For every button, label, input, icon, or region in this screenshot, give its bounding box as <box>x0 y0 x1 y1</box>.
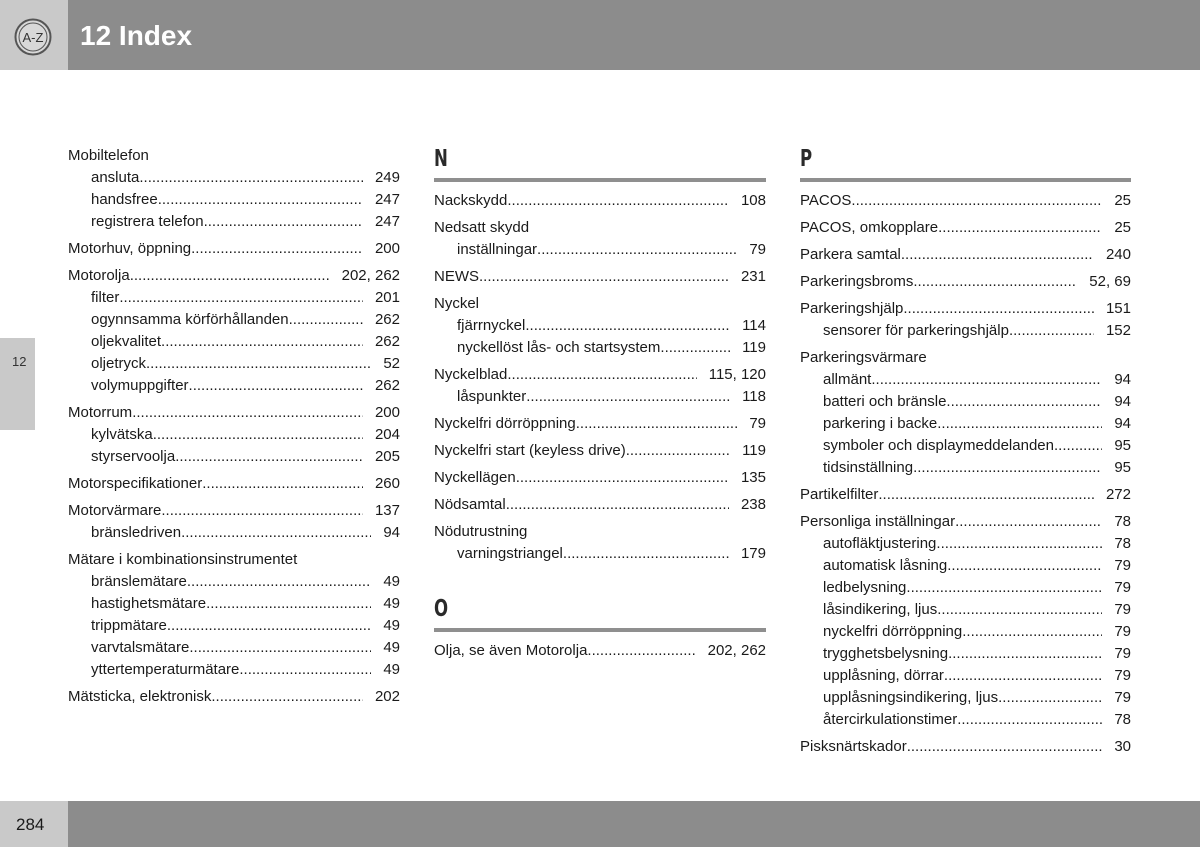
dot-leader <box>289 309 363 331</box>
index-subentry <box>800 457 1131 479</box>
index-subentry <box>800 665 1131 687</box>
page-reference: 260 <box>374 475 400 492</box>
page-reference: 94 <box>383 524 400 541</box>
section-letter: N <box>434 146 448 172</box>
page-title: 12 Index <box>80 20 193 51</box>
page-reference: 52, 69 <box>1089 273 1131 290</box>
dot-leader <box>139 167 363 189</box>
page-reference: 49 <box>383 617 400 634</box>
dot-leader <box>947 555 1102 577</box>
index-term: symboler och displaymeddelanden <box>823 437 1054 454</box>
index-subentry <box>68 615 400 637</box>
index-term: Parkeringshjälp <box>800 300 904 317</box>
page-reference: 231 <box>740 268 766 285</box>
dot-leader <box>130 265 330 287</box>
index-subentry <box>68 287 400 309</box>
dot-leader <box>946 391 1102 413</box>
dot-leader <box>202 473 363 495</box>
index-entry <box>800 217 1131 239</box>
dot-leader <box>1009 320 1094 342</box>
index-column-1 <box>68 145 400 713</box>
index-column-2 <box>434 145 766 667</box>
index-term: Nyckelfri start (keyless drive) <box>434 442 626 459</box>
dot-leader <box>479 266 729 288</box>
dot-leader <box>962 621 1102 643</box>
index-term: Personliga inställningar <box>800 513 956 530</box>
index-term: Nyckellägen <box>434 469 516 486</box>
dot-leader <box>587 640 695 662</box>
page-reference: 49 <box>383 573 400 590</box>
page-reference: 52 <box>383 355 400 372</box>
dot-leader <box>161 500 363 522</box>
dot-leader <box>167 615 371 637</box>
page-reference: 49 <box>383 639 400 656</box>
index-term: Parkera samtal <box>800 246 901 263</box>
page-reference: 151 <box>1105 300 1131 317</box>
index-entry <box>434 190 766 212</box>
dot-leader <box>239 659 371 681</box>
section-letter: O <box>434 596 449 622</box>
index-term-row <box>68 145 400 167</box>
index-term: sensorer för parkeringshjälp <box>823 322 1009 339</box>
index-term: Mätsticka, elektronisk <box>68 688 212 705</box>
page-reference: 79 <box>749 241 766 258</box>
index-section <box>434 145 766 565</box>
page-reference: 25 <box>1114 219 1131 236</box>
index-term: Nödutrustning <box>434 523 528 540</box>
index-term-row <box>68 549 400 571</box>
index-subentry <box>68 211 400 233</box>
page-reference: 262 <box>374 333 400 350</box>
index-term: fjärrnyckel <box>457 317 526 334</box>
page-reference: 205 <box>374 448 400 465</box>
index-term: handsfree <box>91 191 158 208</box>
page-reference: 78 <box>1114 535 1131 552</box>
index-entry <box>434 494 766 516</box>
page-reference: 262 <box>374 377 400 394</box>
page-reference: 152 <box>1105 322 1131 339</box>
index-term: Olja, se även Motorolja <box>434 642 588 659</box>
index-term-row <box>800 298 1131 320</box>
dot-leader <box>537 239 737 261</box>
dot-leader <box>146 353 371 375</box>
page-reference: 114 <box>742 317 766 334</box>
page-reference: 240 <box>1105 246 1131 263</box>
index-entry <box>800 190 1131 212</box>
index-term: bränsledriven <box>91 524 182 541</box>
index-term: Partikelfilter <box>800 486 879 503</box>
dot-leader <box>660 337 730 359</box>
index-entry <box>68 473 400 495</box>
index-term: låspunkter <box>457 388 527 405</box>
page-reference: 201 <box>374 289 400 306</box>
index-subentry <box>800 413 1131 435</box>
index-term-row <box>434 293 766 315</box>
page-reference: 119 <box>742 339 766 356</box>
index-term: Parkeringsbroms <box>800 273 914 290</box>
dot-leader <box>938 217 1102 239</box>
index-term-row <box>434 494 766 516</box>
dot-leader <box>181 522 371 544</box>
index-entry <box>800 271 1131 293</box>
index-term: autofläktjustering <box>823 535 937 552</box>
dot-leader <box>153 424 363 446</box>
index-subentry <box>434 239 766 261</box>
index-subentry <box>68 522 400 544</box>
index-term: Nödsamtal <box>434 496 506 513</box>
page-reference: 200 <box>374 404 400 421</box>
index-term: Nyckel <box>434 295 480 312</box>
page-reference: 49 <box>383 595 400 612</box>
index-term: filter <box>91 289 120 306</box>
page-reference: 49 <box>383 661 400 678</box>
dot-leader <box>206 593 371 615</box>
index-term: varvtalsmätare <box>91 639 190 656</box>
index-entry <box>800 244 1131 266</box>
dot-leader <box>1054 435 1102 457</box>
page-reference: 115, 120 <box>708 366 766 383</box>
index-subentry <box>800 555 1131 577</box>
chapter-tab <box>0 338 35 430</box>
index-term: Motorrum <box>68 404 133 421</box>
index-entry <box>434 364 766 408</box>
dot-leader <box>506 494 729 516</box>
index-entry <box>434 440 766 462</box>
index-term: återcirkulationstimer <box>823 711 958 728</box>
page-reference: 202, 262 <box>341 267 400 284</box>
dot-leader <box>563 543 729 565</box>
index-term: trippmätare <box>91 617 167 634</box>
page-reference: 78 <box>1114 513 1131 530</box>
section-divider <box>434 628 766 632</box>
index-term: Mätare i kombinationsinstrumentet <box>68 551 298 568</box>
page-reference: 25 <box>1114 192 1131 209</box>
page-reference: 94 <box>1114 393 1131 410</box>
index-term-row <box>434 266 766 288</box>
dot-leader <box>158 189 363 211</box>
dot-leader <box>211 686 363 708</box>
index-term-row <box>800 511 1131 533</box>
dot-leader <box>957 709 1102 731</box>
index-term: Parkeringsvärmare <box>800 349 927 366</box>
dot-leader <box>119 287 363 309</box>
dot-leader <box>955 511 1102 533</box>
index-term: nyckellöst lås- och startsystem <box>457 339 661 356</box>
index-subentry <box>68 331 400 353</box>
index-term-row <box>68 500 400 522</box>
dot-leader <box>871 369 1102 391</box>
index-subentry <box>68 167 400 189</box>
index-term: Nackskydd <box>434 192 508 209</box>
index-subentry <box>68 446 400 468</box>
index-entry <box>434 521 766 565</box>
index-subentry <box>800 577 1131 599</box>
page-reference: 79 <box>749 415 766 432</box>
index-entry <box>800 347 1131 479</box>
index-subentry <box>800 643 1131 665</box>
index-entry <box>434 293 766 359</box>
dot-leader <box>948 643 1102 665</box>
page-reference: 79 <box>1114 601 1131 618</box>
index-subentry <box>68 571 400 593</box>
index-term: varningstriangel <box>457 545 563 562</box>
index-subentry <box>800 599 1131 621</box>
index-term: parkering i backe <box>823 415 938 432</box>
index-subentry <box>800 320 1131 342</box>
dot-leader <box>161 331 363 353</box>
index-term: bränslemätare <box>91 573 187 590</box>
index-term: Motorhuv, öppning <box>68 240 192 257</box>
dot-leader <box>526 386 730 408</box>
index-term: nyckelfri dörröppning <box>823 623 963 640</box>
index-term-row <box>434 413 766 435</box>
index-term-row <box>800 347 1131 369</box>
index-term: Nedsatt skydd <box>434 219 530 236</box>
page-reference: 30 <box>1114 738 1131 755</box>
index-term: Motorvärmare <box>68 502 162 519</box>
index-term-row <box>68 402 400 424</box>
index-entry <box>434 266 766 288</box>
page-reference: 272 <box>1105 486 1131 503</box>
index-entry <box>68 402 400 468</box>
dot-leader <box>204 211 363 233</box>
page-reference: 238 <box>740 496 766 513</box>
index-term: batteri och bränsle <box>823 393 947 410</box>
index-entry <box>800 511 1131 731</box>
index-term: oljekvalitet <box>91 333 162 350</box>
index-term: Motorspecifikationer <box>68 475 203 492</box>
index-term-row <box>68 238 400 260</box>
index-subentry <box>68 375 400 397</box>
index-term: ogynnsamma körförhållanden <box>91 311 289 328</box>
page-reference: 108 <box>740 192 766 209</box>
index-term-row <box>800 484 1131 506</box>
index-term-row <box>68 265 400 287</box>
dot-leader <box>187 571 371 593</box>
index-subentry <box>68 424 400 446</box>
index-subentry <box>800 435 1131 457</box>
index-term-row <box>800 244 1131 266</box>
index-term: tidsinställning <box>823 459 914 476</box>
index-subentry <box>68 593 400 615</box>
index-subentry <box>800 391 1131 413</box>
index-term: upplåsning, dörrar <box>823 667 944 684</box>
index-term-row <box>800 190 1131 212</box>
index-term: oljetryck <box>91 355 147 372</box>
index-subentry <box>800 687 1131 709</box>
dot-leader <box>944 665 1102 687</box>
index-subentry <box>68 189 400 211</box>
dot-leader <box>626 440 730 462</box>
index-subentry <box>800 621 1131 643</box>
dot-leader <box>507 190 729 212</box>
page-reference: 95 <box>1114 437 1131 454</box>
dot-leader <box>516 467 729 489</box>
page-reference: 79 <box>1114 645 1131 662</box>
dot-leader <box>903 298 1094 320</box>
index-section <box>800 145 1131 758</box>
index-term: Nyckelfri dörröppning <box>434 415 576 432</box>
index-entry <box>68 549 400 681</box>
index-term: registrera telefon <box>91 213 204 230</box>
index-subentry <box>434 543 766 565</box>
index-entry <box>434 217 766 261</box>
index-subentry <box>800 709 1131 731</box>
index-term-row <box>800 217 1131 239</box>
index-entry <box>434 413 766 435</box>
page-number: 284 <box>16 815 45 834</box>
index-entry <box>68 145 400 233</box>
dot-leader <box>998 687 1102 709</box>
dot-leader <box>906 577 1102 599</box>
section-letter: P <box>800 146 813 172</box>
index-term: PACOS <box>800 192 852 209</box>
index-term-row <box>434 217 766 239</box>
page-reference: 118 <box>742 388 766 405</box>
dot-leader <box>936 533 1102 555</box>
header-bar <box>68 0 1200 70</box>
index-term-row <box>68 686 400 708</box>
dot-leader <box>525 315 730 337</box>
index-term: trygghetsbelysning <box>823 645 949 662</box>
dot-leader <box>507 364 696 386</box>
index-subentry <box>434 315 766 337</box>
index-term-row <box>800 271 1131 293</box>
dot-leader <box>901 244 1094 266</box>
index-subentry <box>800 369 1131 391</box>
page-reference: 94 <box>1114 371 1131 388</box>
index-term-row <box>68 473 400 495</box>
index-entry <box>68 500 400 544</box>
page-reference: 179 <box>740 545 766 562</box>
page-reference: 94 <box>1114 415 1131 432</box>
index-section <box>68 145 400 708</box>
index-term: ledbelysning <box>823 579 907 596</box>
page-reference: 137 <box>374 502 400 519</box>
index-term: Nyckelblad <box>434 366 508 383</box>
dot-leader <box>189 375 363 397</box>
badge-text: A-Z <box>22 30 44 45</box>
page-reference: 204 <box>374 426 400 443</box>
index-term: Pisksnärtskador <box>800 738 907 755</box>
page-reference: 78 <box>1114 711 1131 728</box>
index-term-row <box>434 190 766 212</box>
index-term: volymuppgifter <box>91 377 189 394</box>
page-reference: 262 <box>374 311 400 328</box>
index-term: yttertemperaturmätare <box>91 661 240 678</box>
dot-leader <box>191 238 363 260</box>
page-reference: 135 <box>740 469 766 486</box>
page-reference: 95 <box>1114 459 1131 476</box>
index-entry <box>68 265 400 397</box>
index-term: PACOS, omkopplare <box>800 219 939 236</box>
index-term: automatisk låsning <box>823 557 948 574</box>
section-divider <box>800 178 1131 182</box>
index-term: ansluta <box>91 169 140 186</box>
page-reference: 79 <box>1114 623 1131 640</box>
index-term: låsindikering, ljus <box>823 601 938 618</box>
index-term: kylvätska <box>91 426 153 443</box>
dot-leader <box>878 484 1094 506</box>
index-term-row <box>800 736 1131 758</box>
index-entry <box>434 467 766 489</box>
dot-leader <box>913 457 1102 479</box>
index-subentry <box>68 637 400 659</box>
index-entry <box>68 238 400 260</box>
index-subentry <box>68 353 400 375</box>
index-subentry <box>800 533 1131 555</box>
index-column-3 <box>800 145 1131 763</box>
page-reference: 247 <box>374 213 400 230</box>
section-divider <box>434 178 766 182</box>
index-term: Motorolja <box>68 267 130 284</box>
index-subentry <box>434 337 766 359</box>
index-term-row <box>434 364 766 386</box>
dot-leader <box>189 637 371 659</box>
index-term: hastighetsmätare <box>91 595 207 612</box>
page-reference: 247 <box>374 191 400 208</box>
index-term-row <box>434 640 766 662</box>
index-term-row <box>434 521 766 543</box>
index-term: Mobiltelefon <box>68 147 149 164</box>
page-reference: 79 <box>1114 689 1131 706</box>
footer-bar <box>68 801 1200 847</box>
index-term: inställningar <box>457 241 538 258</box>
dot-leader <box>175 446 363 468</box>
index-term: allmänt <box>823 371 872 388</box>
page-reference: 200 <box>374 240 400 257</box>
index-term: NEWS <box>434 268 479 285</box>
dot-leader <box>576 413 738 435</box>
index-term: styrservoolja <box>91 448 176 465</box>
index-subentry <box>68 309 400 331</box>
index-entry <box>800 484 1131 506</box>
dot-leader <box>851 190 1102 212</box>
page-reference: 79 <box>1114 579 1131 596</box>
index-term-row <box>434 440 766 462</box>
page-reference: 202 <box>374 688 400 705</box>
index-entry <box>800 736 1131 758</box>
dot-leader <box>907 736 1103 758</box>
page-reference: 79 <box>1114 667 1131 684</box>
dot-leader <box>132 402 363 424</box>
page-reference: 119 <box>742 442 766 459</box>
page-reference: 249 <box>374 169 400 186</box>
index-entry <box>800 298 1131 342</box>
dot-leader <box>913 271 1077 293</box>
index-entry <box>68 686 400 708</box>
index-entry <box>434 640 766 662</box>
index-term-row <box>434 467 766 489</box>
dot-leader <box>937 599 1102 621</box>
index-section <box>434 595 766 662</box>
page-reference: 79 <box>1114 557 1131 574</box>
a-z-index-icon <box>14 18 52 56</box>
index-term: upplåsningsindikering, ljus <box>823 689 999 706</box>
index-subentry <box>68 659 400 681</box>
dot-leader <box>937 413 1102 435</box>
index-subentry <box>434 386 766 408</box>
page-reference: 202, 262 <box>707 642 766 659</box>
chapter-tab-label: 12 <box>12 354 27 369</box>
